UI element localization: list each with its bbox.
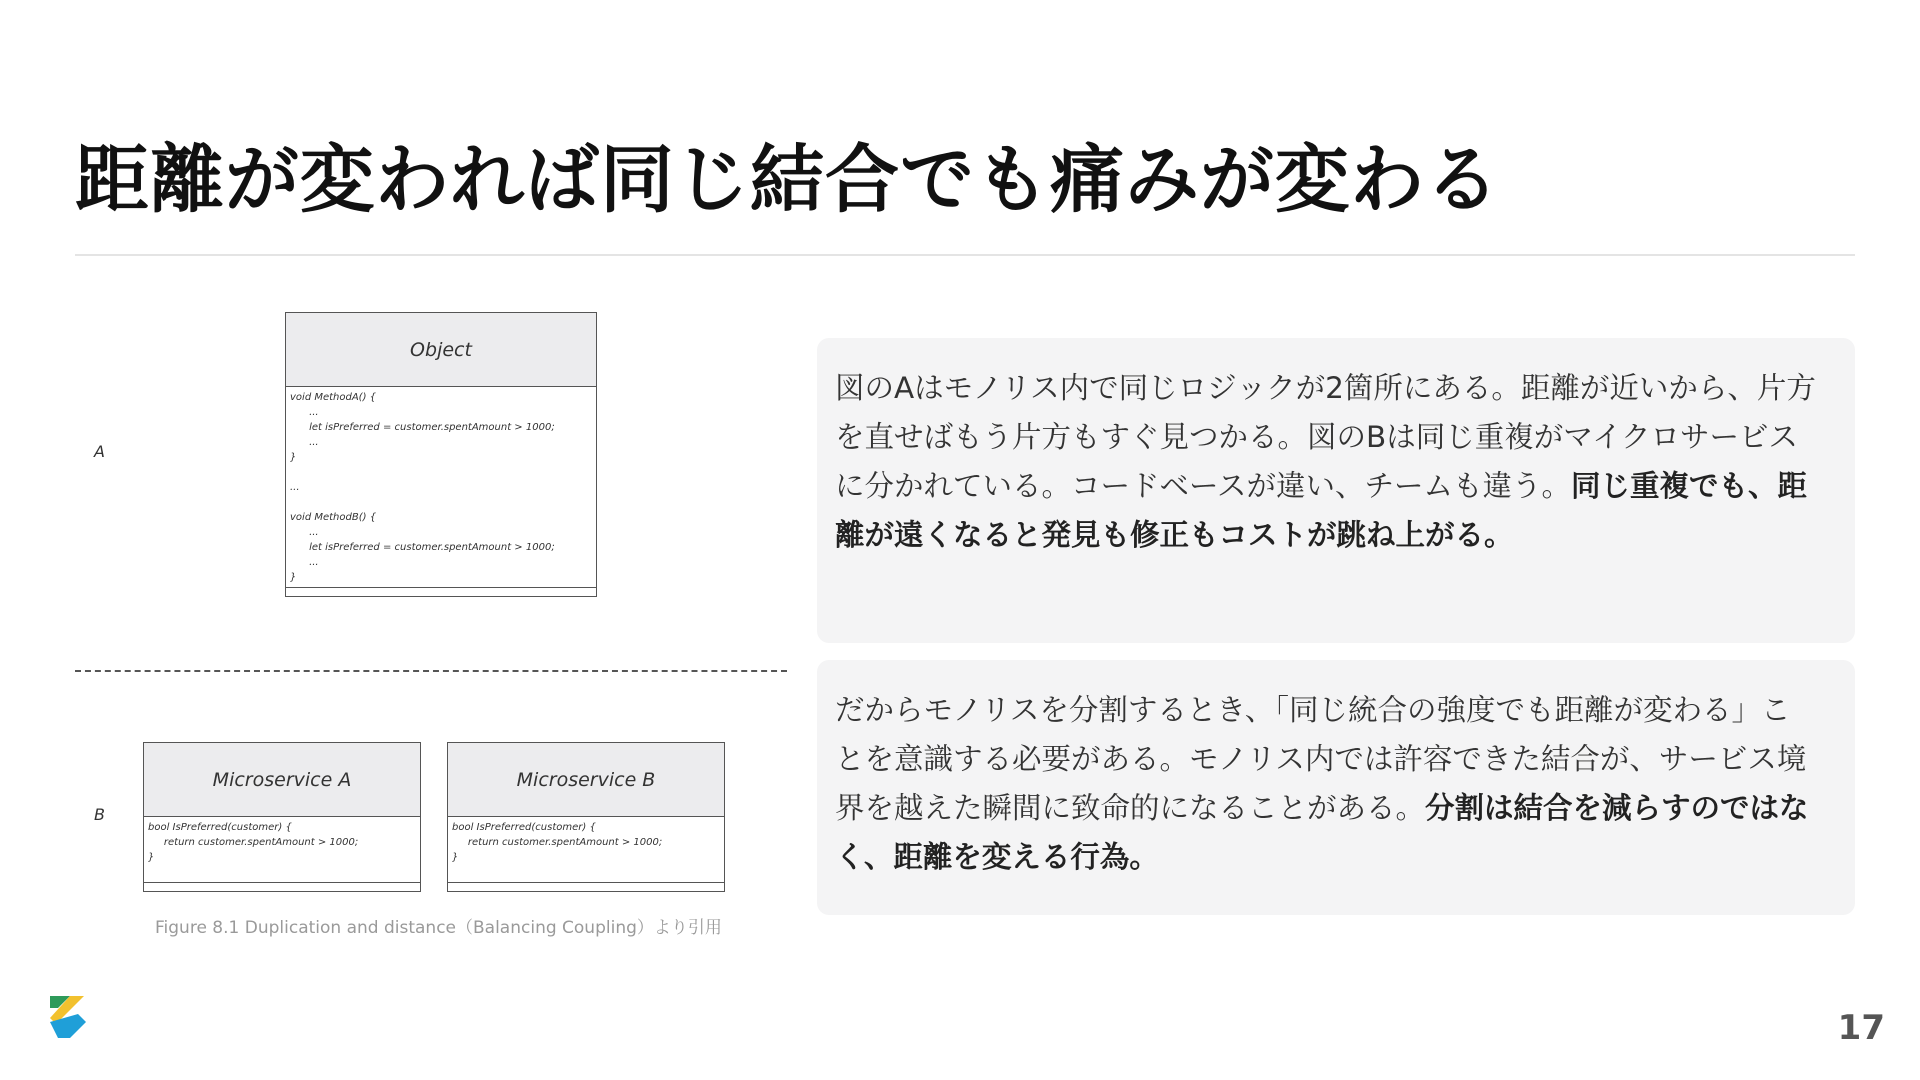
object-class-title: Object xyxy=(286,313,596,387)
explanation-card-2 xyxy=(817,660,1855,915)
microservice-a-code: bool IsPreferred(customer) { return customer.spentAmount > 1000; } xyxy=(148,822,359,863)
microservice-b-box xyxy=(447,742,725,892)
microservice-a-box xyxy=(143,742,421,892)
company-logo-icon xyxy=(48,992,88,1042)
object-class-code: void MethodA() { ... let isPreferred = customer.spentAmount > 1000; ... } ... void MethodB() { ... let isPreferred = customer.spentAmount > 1000; ... } xyxy=(290,392,555,583)
microservice-b-title: Microservice B xyxy=(448,743,724,817)
card1-text: 図のAはモノリス内で同じロジックが2箇所にある。距離が近いから、片方を直せばもう片方もすぐ見つかる。図のBは同じ重複がマイクロサービスに分かれている。コードベースが違い、チームも違う。 xyxy=(835,371,1816,503)
figure-label-b: B xyxy=(94,805,105,824)
figure-label-a: A xyxy=(94,442,105,461)
card2-emphasis: 分割は結合を減らすのではなく、距離を変える行為。 xyxy=(835,791,1809,874)
card1-emphasis: 同じ重複でも、距離が遠くなると発見も修正もコストが跳ね上がる。 xyxy=(835,469,1808,552)
explanation-card-1 xyxy=(817,338,1855,643)
microservice-b-code: bool IsPreferred(customer) { return customer.spentAmount > 1000; } xyxy=(452,822,663,863)
object-class-box xyxy=(285,312,597,597)
microservice-b-footer-line xyxy=(448,882,724,883)
title-divider xyxy=(75,254,1855,256)
card2-text: だからモノリスを分割するとき、「同じ統合の強度でも距離が変わる」ことを意識する必要がある。モノリス内では許容できた結合が、サービス境界を越えた瞬間に致命的になることがある。 xyxy=(835,693,1807,825)
object-class-footer-line xyxy=(286,587,596,588)
figure-separator xyxy=(75,670,787,672)
microservice-a-title: Microservice A xyxy=(144,743,420,817)
microservice-a-footer-line xyxy=(144,882,420,883)
slide-title: 距離が変われば同じ結合でも痛みが変わる xyxy=(75,137,1500,223)
figure-caption: Figure 8.1 Duplication and distance（Balancing Coupling）より引用 xyxy=(155,918,722,938)
page-number: 17 xyxy=(1837,1008,1885,1048)
